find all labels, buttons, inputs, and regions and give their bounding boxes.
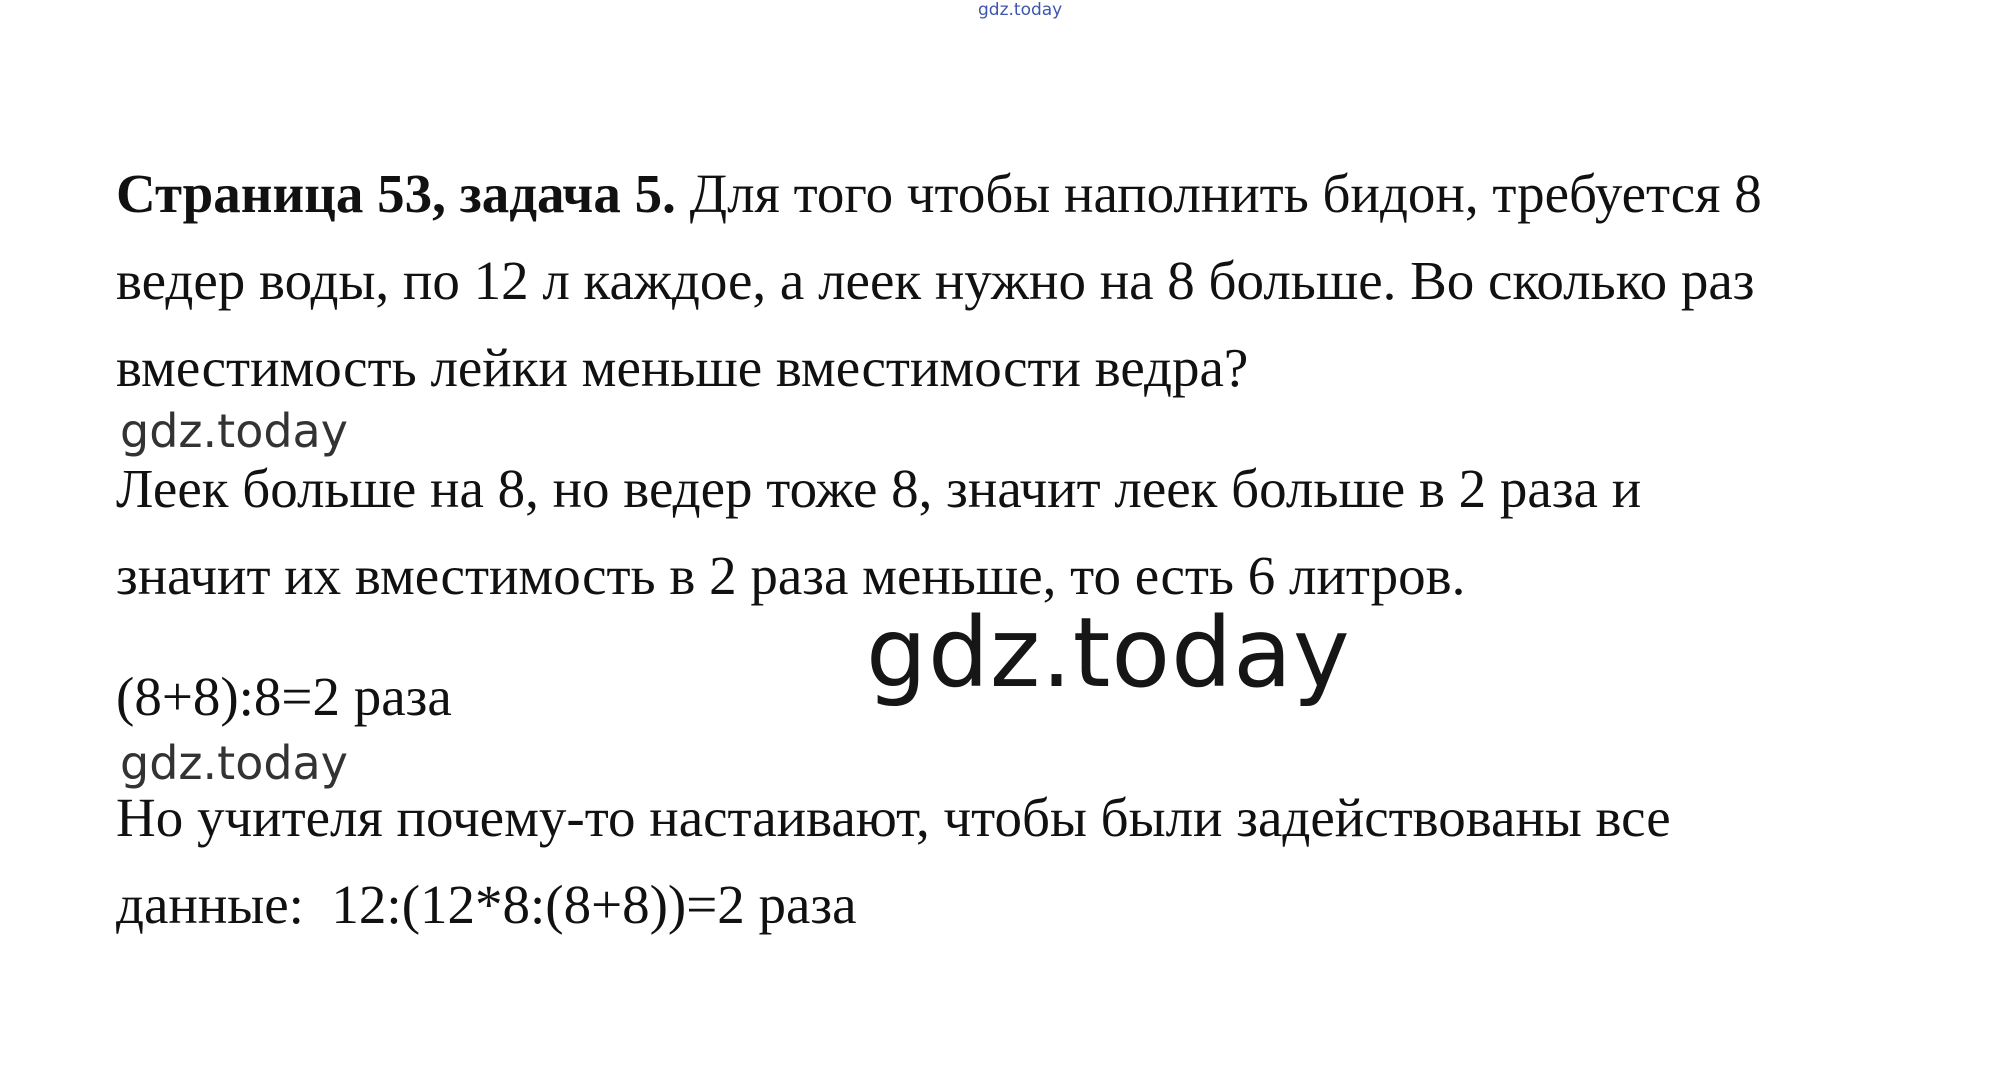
watermark-small-2: gdz.today: [120, 736, 348, 790]
task-line-3: вместимость лейки меньше вместимости ведра?: [116, 337, 1249, 398]
task-line-1-text: Для того чтобы наполнить бидон, требуется 8: [675, 163, 1762, 224]
note-line-1: Но учителя почему-то настаивают, чтобы были задействованы все: [116, 787, 1671, 848]
task-heading: Страница 53, задача 5.: [116, 163, 676, 224]
note-line-2: данные: 12:(12*8:(8+8))=2 раза: [116, 874, 857, 935]
watermark-large: gdz.today: [866, 597, 1351, 709]
watermark-top: gdz.today: [978, 0, 1063, 20]
watermark-small-1: gdz.today: [120, 404, 348, 458]
solution-line-1: Леек больше на 8, но ведер тоже 8, значит леек больше в 2 раза и: [116, 458, 1642, 519]
solution-formula: (8+8):8=2 раза: [116, 666, 452, 727]
task-line-1: [116, 163, 1762, 224]
task-line-2: ведер воды, по 12 л каждое, а леек нужно на 8 больше. Во сколько раз: [116, 250, 1755, 311]
solution-line-2: значит их вместимость в 2 раза меньше, то есть 6 литров.: [116, 545, 1466, 606]
